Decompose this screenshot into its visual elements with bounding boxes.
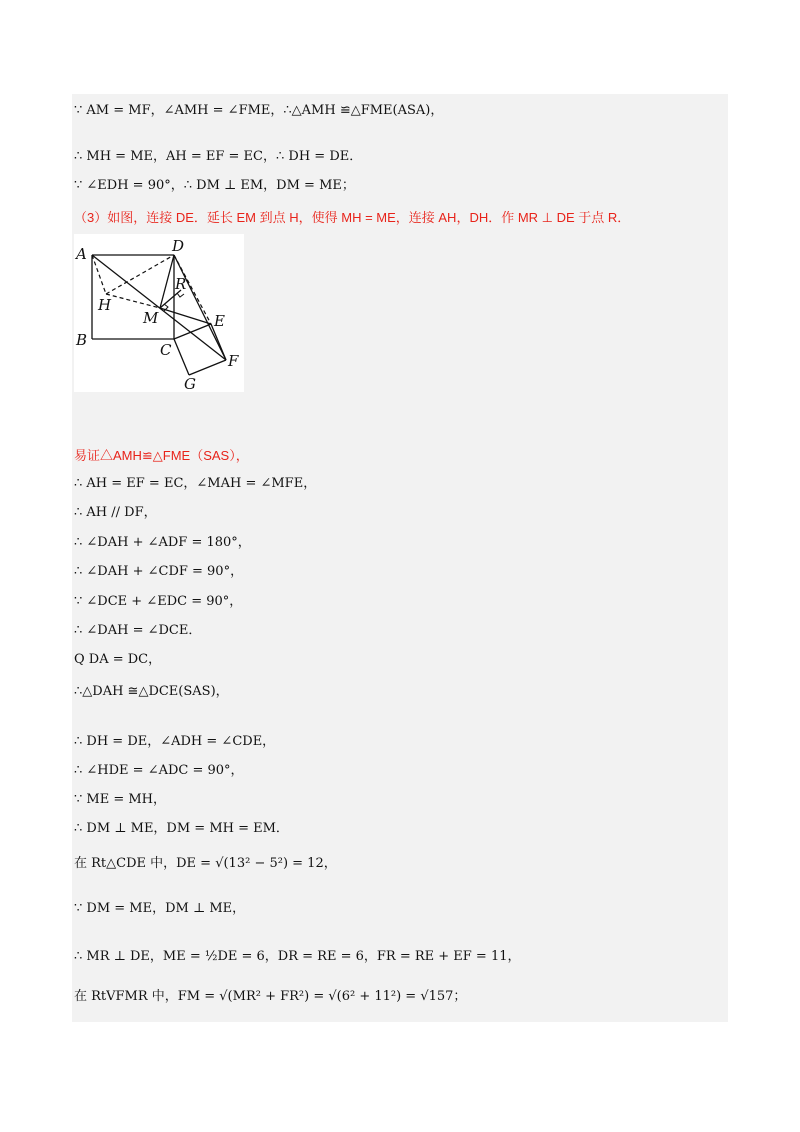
segment-ME bbox=[160, 308, 211, 324]
label-E: E bbox=[214, 312, 225, 330]
label-R: R bbox=[175, 275, 187, 293]
geometry-figure bbox=[74, 234, 244, 392]
segment-FG bbox=[189, 360, 226, 375]
proof-line-5: 易证△AMH≌△FME（SAS）， bbox=[74, 448, 249, 463]
proof-line-15: ∴ ∠HDE = ∠ADC = 90°， bbox=[74, 763, 244, 778]
proof-line-20: ∴ MR ⊥ DE，ME = ½DE = 6，DR = RE = 6，FR = RE + EF = 11， bbox=[74, 949, 521, 964]
segment-AF bbox=[92, 255, 226, 360]
label-D: D bbox=[172, 237, 185, 255]
proof-line-11: ∴ ∠DAH = ∠DCE． bbox=[74, 623, 202, 638]
proof-line-18: 在 Rt△CDE 中，DE = √(13² − 5²) = 12， bbox=[74, 856, 337, 871]
segment-DM bbox=[160, 255, 174, 308]
proof-line-19: ∵ DM = ME，DM ⊥ ME， bbox=[74, 901, 246, 916]
proof-line-3: ∵ ∠EDH = 90°，∴ DM ⊥ EM，DM = ME； bbox=[74, 178, 355, 193]
label-G: G bbox=[184, 375, 196, 392]
right-angle-mark-R bbox=[177, 293, 184, 297]
proof-line-9: ∴ ∠DAH + ∠CDF = 90°， bbox=[74, 564, 244, 579]
proof-line-21: 在 RtVFMR 中，FM = √(MR² + FR²) = √(6² + 11²) = √157； bbox=[74, 989, 467, 1004]
label-F: F bbox=[228, 352, 239, 370]
label-A: A bbox=[76, 245, 87, 263]
proof-line-13: ∴△DAH ≅△DCE(SAS)， bbox=[74, 684, 229, 699]
label-M: M bbox=[143, 309, 159, 327]
label-H: H bbox=[98, 296, 112, 314]
proof-line-6: ∴ AH = EF = EC，∠MAH = ∠MFE， bbox=[74, 476, 317, 491]
proof-line-10: ∵ ∠DCE + ∠EDC = 90°， bbox=[74, 594, 243, 609]
proof-line-8: ∴ ∠DAH + ∠ADF = 180°， bbox=[74, 535, 251, 550]
proof-line-1: ∵ AM = MF，∠AMH = ∠FME，∴△AMH ≌△FME(ASA)， bbox=[74, 103, 444, 118]
segment-GC bbox=[174, 339, 189, 375]
proof-line-14: ∴ DH = DE，∠ADH = ∠CDE， bbox=[74, 734, 276, 749]
proof-line-2: ∴ MH = ME，AH = EF = EC，∴ DH = DE． bbox=[74, 149, 363, 164]
proof-line-16: ∵ ME = MH， bbox=[74, 792, 167, 807]
label-C: C bbox=[160, 341, 172, 359]
proof-line-12: Q DA = DC， bbox=[74, 652, 162, 667]
proof-line-17: ∴ DM ⊥ ME，DM = MH = EM． bbox=[74, 821, 289, 836]
proof-line-7: ∴ AH // DF， bbox=[74, 505, 157, 520]
geometry-diagram bbox=[74, 234, 244, 392]
label-B: B bbox=[76, 331, 88, 349]
part-3-heading: （3）如图，连接 DE．延长 EM 到点 H，使得 MH = ME，连接 AH，DH．作 MR ⊥ DE 于点 R． bbox=[74, 210, 631, 225]
segment-HM bbox=[106, 294, 160, 308]
segment-CE bbox=[174, 324, 211, 339]
